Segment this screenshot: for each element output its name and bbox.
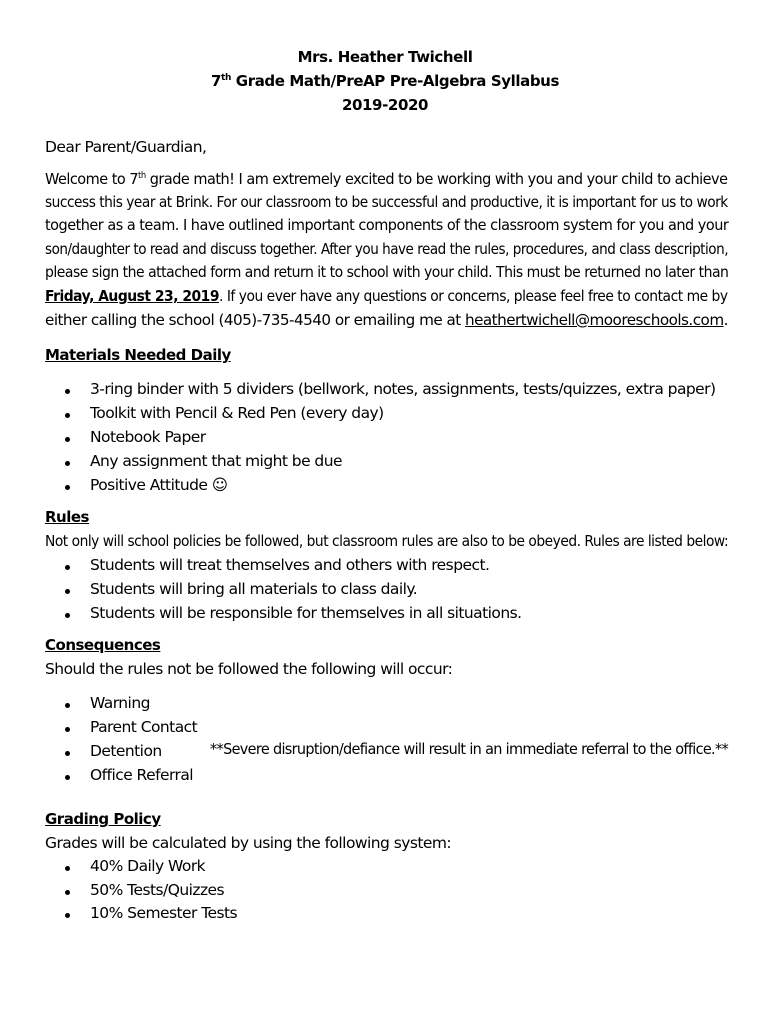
list-item: Office Referral [90,766,194,784]
bullet-icon [65,589,70,594]
intro-line: success this year at Brink. For our classroom to be successful and productive, it is important for us to work [45,193,728,211]
severe-note: **Severe disruption/defiance will result in an immediate referral to the office.** [210,740,729,758]
bullet-icon [65,485,70,490]
teacher-name: Mrs. Heather Twichell [297,48,473,66]
materials-heading: Materials Needed Daily [45,346,231,364]
list-item: Any assignment that might be due [90,452,342,470]
email-link[interactable]: heathertwichell@mooreschools.com [464,311,724,329]
bullet-icon [65,413,70,418]
list-item: 10% Semester Tests [90,904,238,922]
rules-heading: Rules [45,508,89,526]
bullet-icon [65,866,70,871]
consequences-intro: Should the rules not be followed the following will occur: [45,660,453,678]
course-title: 7th Grade Math/PreAP Pre-Algebra Syllabus [211,72,559,90]
bullet-icon [65,727,70,732]
list-item: Parent Contact [90,718,198,736]
bullet-icon [65,890,70,895]
list-item: 3-ring binder with 5 dividers (bellwork, notes, assignments, tests/quizzes, extra paper) [90,380,716,398]
bullet-icon [65,565,70,570]
grading-heading: Grading Policy [45,810,161,828]
list-item: Students will treat themselves and others with respect. [90,556,490,574]
list-item: Notebook Paper [90,428,206,446]
bullet-icon [65,913,70,918]
list-item: Toolkit with Pencil & Red Pen (every day) [90,404,384,422]
rules-intro: Not only will school policies be followed, but classroom rules are also to be obeyed. Rules are listed below: [45,532,729,550]
bullet-icon [65,461,70,466]
intro-line: either calling the school (405)-735-4540 or emailing me at heathertwichell@mooreschools.com. [45,311,728,329]
salutation: Dear Parent/Guardian, [45,138,207,156]
bullet-icon [65,613,70,618]
school-year: 2019-2020 [341,96,429,114]
intro-line: son/daughter to read and discuss together. After you have read the rules, procedures, and class description, [45,240,729,258]
list-item: Detention [90,742,162,760]
bullet-icon [65,751,70,756]
grading-intro: Grades will be calculated by using the following system: [45,834,452,852]
deadline-date: Friday, August 23, 2019 [45,287,219,305]
intro-line: together as a team. I have outlined important components of the classroom system for you and your [45,216,729,234]
bullet-icon [65,437,70,442]
list-item: 50% Tests/Quizzes [90,881,225,899]
list-item: Students will bring all materials to class daily. [90,580,418,598]
list-item: Positive Attitude ☺ [90,476,228,494]
list-item: Students will be responsible for themselves in all situations. [90,604,522,622]
bullet-icon [65,775,70,780]
bullet-icon [65,389,70,394]
list-item: Warning [90,694,150,712]
intro-line: please sign the attached form and return it to school with your child. This must be returned no later than [45,263,729,281]
intro-line: Welcome to 7th grade math! I am extremely excited to be working with you and your child to achieve [45,170,728,188]
list-item: 40% Daily Work [90,857,206,875]
intro-line: Friday, August 23, 2019. If you ever have any questions or concerns, please feel free to contact me by [45,287,728,305]
consequences-heading: Consequences [45,636,161,654]
bullet-icon [65,703,70,708]
